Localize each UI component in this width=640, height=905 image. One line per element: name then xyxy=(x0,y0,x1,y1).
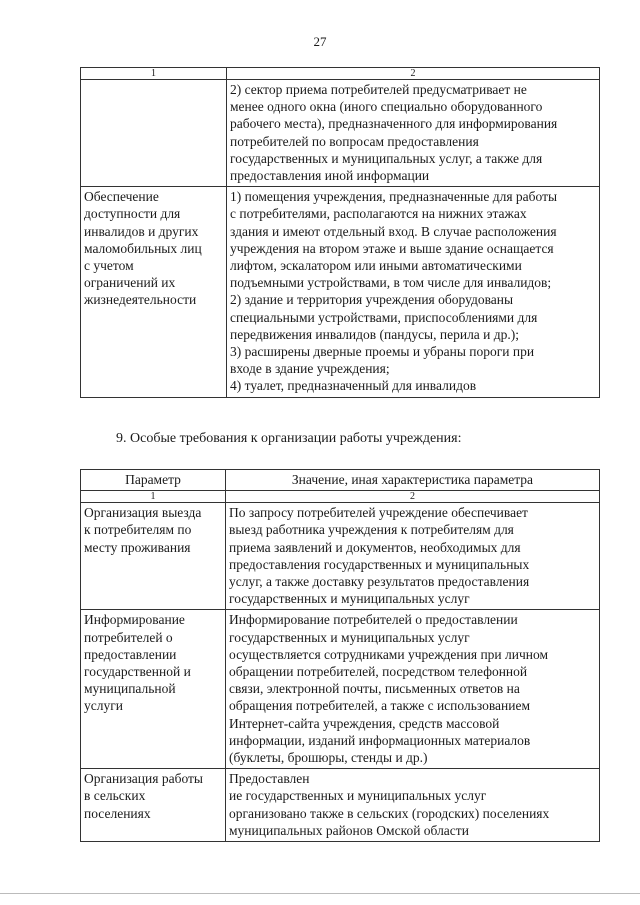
parameter-cell xyxy=(81,610,226,769)
page-number: 27 xyxy=(313,34,327,49)
text-line: организовано также в сельских (городских) поселениях xyxy=(229,805,550,821)
special-requirements-table xyxy=(80,469,600,842)
text-line: входе в здание учреждения; xyxy=(230,361,390,377)
column-number-1: 1 xyxy=(81,68,227,80)
parameter-cell xyxy=(81,769,226,842)
text-line: 3) расширены дверные проемы и убраны пороги при xyxy=(230,344,535,360)
text-line: учреждения на втором этаже и выше здание оснащается xyxy=(230,240,554,256)
text-line: выезд работника учреждения к потребителям для xyxy=(229,522,514,538)
text-line: государственных и муниципальных услуг xyxy=(229,629,470,645)
table-row xyxy=(81,187,600,397)
text-line: рабочего места), предназначенного для информирования xyxy=(230,116,558,132)
text-line: передвижения инвалидов (пандусы, перила и др.); xyxy=(230,326,520,342)
text-line: менее одного окна (иного специально оборудованного xyxy=(230,99,543,115)
text-line: государственной и xyxy=(84,664,191,680)
table-row xyxy=(81,80,600,187)
text-line: с учетом xyxy=(84,258,134,274)
text-line: муниципальных районов Омской области xyxy=(229,822,469,838)
value-cell xyxy=(226,610,600,769)
text-line: 4) туалет, предназначенный для инвалидов xyxy=(230,378,477,394)
text-line: Информирование xyxy=(84,612,185,628)
parameter-cell xyxy=(81,503,226,610)
text-line: 2) сектор приема потребителей предусматривает не xyxy=(230,82,527,97)
parameter-cell xyxy=(81,80,227,187)
header-parameter: Параметр xyxy=(81,470,226,491)
column-number-row xyxy=(81,491,600,503)
text-line: с потребителями, располагаются на нижних этажах xyxy=(230,206,527,222)
text-line: Интернет-сайта учреждения, средств массовой xyxy=(229,715,500,731)
text-line: предоставления государственных и муниципальных xyxy=(229,556,530,572)
text-line: в сельских xyxy=(84,788,146,804)
page-bottom-rule xyxy=(0,893,640,894)
text-line: предоставлении xyxy=(84,646,177,662)
text-line: месту проживания xyxy=(84,539,191,555)
value-cell xyxy=(227,187,600,397)
text-line: 2) здание и территория учреждения оборудованы xyxy=(230,292,514,308)
text-line: муниципальной xyxy=(84,681,176,697)
text-line: 1) помещения учреждения, предназначенные для работы xyxy=(230,189,558,205)
text-line: жизнедеятельности xyxy=(84,292,197,308)
column-number-1: 1 xyxy=(81,491,226,503)
text-line: специальными устройствами, приспособлениями для xyxy=(230,309,538,325)
header-value: Значение, иная характеристика параметра xyxy=(226,470,600,491)
text-line: доступности для xyxy=(84,206,181,222)
text-line: лифтом, эскалатором или иными автоматическими xyxy=(230,258,522,274)
value-cell xyxy=(226,769,600,842)
text-line: обращения потребителей, а также с использованием xyxy=(229,698,531,714)
text-line: государственных и муниципальных услуг, а также для xyxy=(230,150,543,166)
text-line: услуги xyxy=(84,698,123,714)
requirements-table-continued xyxy=(80,67,600,398)
text-line: государственных и муниципальных услуг xyxy=(229,591,470,607)
text-line: обращении потребителей, посредством телефонной xyxy=(229,664,528,680)
text-line: информации, изданий информационных материалов xyxy=(229,732,531,748)
table-header-row xyxy=(81,470,600,491)
table-row xyxy=(81,769,600,842)
text-line: предоставления иной информации xyxy=(230,168,430,184)
text-line: приема заявлений и документов, необходимых для xyxy=(229,539,521,555)
text-line: потребителей по вопросам предоставления xyxy=(230,133,479,149)
text-line: связи, электронной почты, письменных ответов на xyxy=(229,681,520,697)
text-line: инвалидов и других xyxy=(84,223,199,239)
column-number-row xyxy=(81,68,600,80)
text-line: Предоставлен xyxy=(229,771,310,787)
table-row xyxy=(81,610,600,769)
text-line: Обеспечение xyxy=(84,189,159,205)
section-9-title: 9. Особые требования к организации работы учреждения: xyxy=(116,431,462,446)
parameter-cell xyxy=(81,187,227,397)
text-line: (буклеты, брошюры, стенды и др.) xyxy=(229,750,428,766)
table-row xyxy=(81,503,600,610)
column-number-2: 2 xyxy=(226,491,600,503)
text-line: Организация выезда xyxy=(84,505,202,521)
text-line: поселениях xyxy=(84,805,151,821)
text-line: подъемными устройствами, в том числе для инвалидов; xyxy=(230,275,552,291)
value-cell xyxy=(227,80,600,187)
text-line: ограничений их xyxy=(84,275,176,291)
column-number-2: 2 xyxy=(227,68,600,80)
text-line: к потребителям по xyxy=(84,522,192,538)
text-line: услуг, а также доставку результатов предоставления xyxy=(229,574,530,590)
text-line: Организация работы xyxy=(84,771,203,787)
text-line: Информирование потребителей о предоставлении xyxy=(229,612,518,628)
text-line: здания и имеют отдельный вход. В случае расположения xyxy=(230,223,557,239)
text-line: потребителей о xyxy=(84,629,173,645)
text-line: осуществляется сотрудниками учреждения при личном xyxy=(229,646,549,662)
text-line: ие государственных и муниципальных услуг xyxy=(229,788,487,804)
value-cell xyxy=(226,503,600,610)
text-line: маломобильных лиц xyxy=(84,240,202,256)
text-line: По запросу потребителей учреждение обеспечивает xyxy=(229,505,528,521)
